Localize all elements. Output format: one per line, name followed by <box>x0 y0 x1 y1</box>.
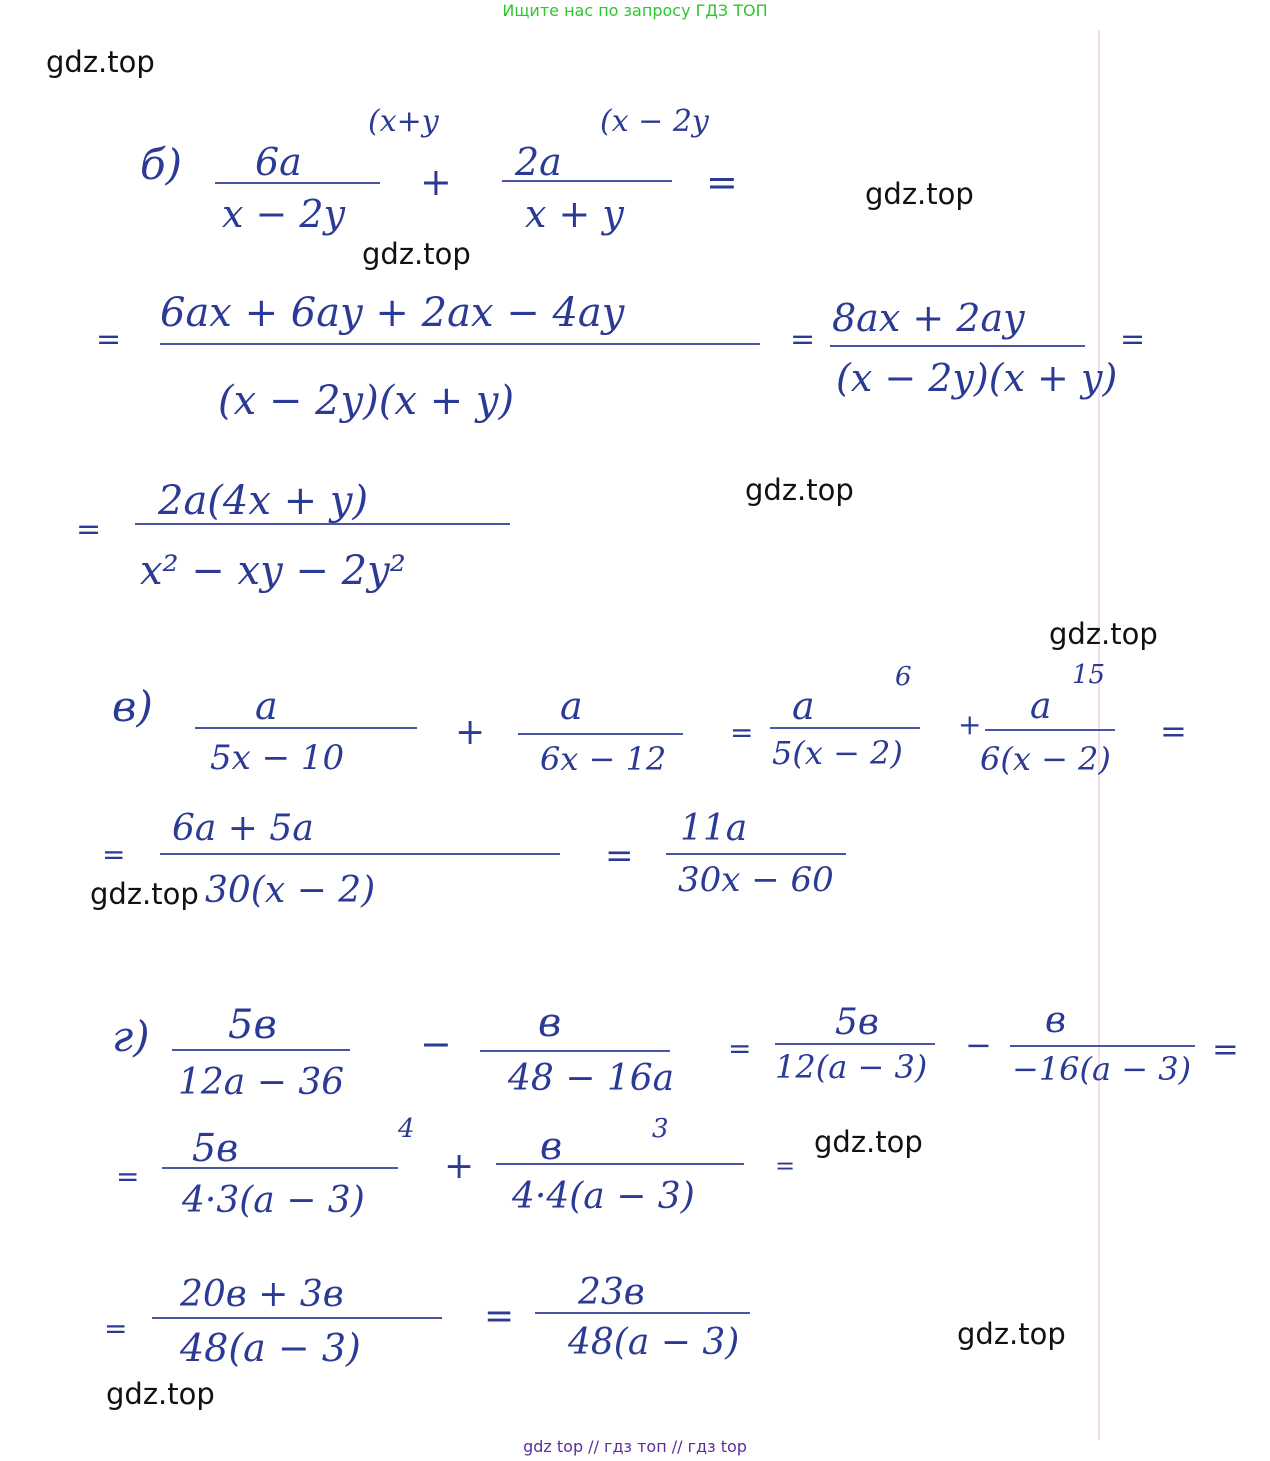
part-v-fraction4-numerator: a <box>1030 686 1052 727</box>
part-b-fraction1-multiplier: (x+y <box>368 104 439 139</box>
part-v-plus: + <box>455 712 486 753</box>
part-g-fraction5-denominator: 4·3(a − 3) <box>182 1180 365 1221</box>
part-g-fraction6-denominator: 4·4(a − 3) <box>512 1176 695 1217</box>
part-g-fraction7-numerator: 20в + 3в <box>180 1274 344 1315</box>
part-v-fraction4-bar <box>985 729 1115 731</box>
watermark: gdz.top <box>745 473 854 507</box>
part-g-equals: = <box>104 1312 128 1345</box>
part-v-fraction2-numerator: a <box>560 684 583 728</box>
watermark: gdz.top <box>106 1377 215 1411</box>
part-v-fraction3-multiplier: 6 <box>895 662 912 692</box>
part-b-fraction5-denominator: x² − xy − 2y² <box>140 548 406 594</box>
watermark: gdz.top <box>814 1125 923 1159</box>
part-b-equals: = <box>790 322 816 357</box>
part-b-fraction3-numerator: 6ax + 6ay + 2ax − 4ay <box>160 290 625 336</box>
part-v-fraction1-denominator: 5x − 10 <box>210 738 345 778</box>
part-g-fraction1-denominator: 12a − 36 <box>178 1062 345 1103</box>
part-b-equals: = <box>706 160 738 204</box>
part-b-equals: = <box>76 512 102 547</box>
part-b-fraction5-numerator: 2a(4x + y) <box>158 478 369 524</box>
part-v-fraction5-numerator: 6a + 5a <box>172 808 314 849</box>
part-b-fraction2-multiplier: (x − 2y <box>600 104 709 139</box>
part-g-fraction5-bar <box>162 1167 398 1169</box>
part-b-fraction5-bar <box>135 523 510 525</box>
part-g-equals: = <box>775 1152 796 1180</box>
watermark: gdz.top <box>362 237 471 271</box>
watermark: gdz.top <box>957 1317 1066 1351</box>
part-b-fraction1-bar <box>215 182 380 184</box>
part-g-fraction2-numerator: в <box>538 1000 562 1046</box>
part-b-fraction1-numerator: 6a <box>255 140 302 184</box>
part-b-fraction4-numerator: 8ax + 2ay <box>832 296 1025 340</box>
part-v-fraction6-numerator: 11a <box>680 808 748 849</box>
part-g-fraction1-bar <box>172 1049 350 1051</box>
part-v-equals: = <box>730 716 754 749</box>
part-g-equals: = <box>484 1296 515 1337</box>
part-v-fraction6-denominator: 30x − 60 <box>678 860 834 900</box>
part-b-fraction2-numerator: 2a <box>515 140 562 184</box>
part-b-fraction3-denominator: (x − 2y)(x + y) <box>218 378 515 424</box>
part-v-label: в) <box>112 682 153 731</box>
part-g-fraction6-bar <box>496 1163 744 1165</box>
part-g-fraction4-bar <box>1010 1045 1195 1047</box>
part-g-equals: = <box>116 1160 140 1193</box>
part-g-fraction8-bar <box>535 1312 750 1314</box>
part-g-fraction3-bar <box>775 1043 935 1045</box>
part-g-fraction6-numerator: в <box>540 1124 563 1168</box>
part-g-label: г) <box>112 1012 150 1061</box>
part-g-plus: + <box>444 1146 475 1187</box>
part-v-fraction3-denominator: 5(x − 2) <box>772 734 903 772</box>
watermark: gdz.top <box>46 45 155 79</box>
part-b-label: б) <box>140 140 183 189</box>
part-v-equals: = <box>605 836 634 876</box>
top-search-banner: Ищите нас по запросу ГДЗ ТОП <box>502 1 768 20</box>
part-v-fraction2-denominator: 6x − 12 <box>540 740 667 778</box>
part-g-fraction8-numerator: 23в <box>578 1272 645 1313</box>
part-g-minus: − <box>420 1022 452 1066</box>
part-b-fraction2-denominator: x + y <box>525 192 624 236</box>
part-v-fraction6-bar <box>666 853 846 855</box>
part-v-equals: = <box>102 838 126 871</box>
part-g-fraction3-numerator: 5в <box>835 1002 879 1043</box>
watermark: gdz.top <box>865 177 974 211</box>
part-v-fraction2-bar <box>518 733 683 735</box>
part-b-equals: = <box>96 322 122 357</box>
part-v-equals: = <box>1160 712 1187 750</box>
part-v-fraction3-bar <box>770 727 920 729</box>
part-g-fraction6-multiplier: 3 <box>652 1114 669 1144</box>
part-b-plus: + <box>420 160 452 204</box>
part-g-fraction4-denominator: −16(a − 3) <box>1012 1050 1192 1088</box>
part-v-fraction1-bar <box>195 727 417 729</box>
watermark: gdz.top <box>90 877 199 911</box>
part-v-fraction4-multiplier: 15 <box>1072 660 1106 690</box>
watermark: gdz.top <box>1049 617 1158 651</box>
part-g-fraction5-multiplier: 4 <box>398 1114 415 1144</box>
part-b-equals: = <box>1120 322 1146 357</box>
part-v-fraction3-numerator: a <box>792 684 815 728</box>
part-g-equals: = <box>728 1032 752 1065</box>
part-b-fraction3-bar <box>160 343 760 345</box>
footer-watermark: gdz top // гдз топ // гдз top <box>523 1437 747 1456</box>
part-g-fraction7-bar <box>152 1317 442 1319</box>
part-g-equals: = <box>1212 1030 1239 1068</box>
part-v-plus: + <box>958 708 982 741</box>
part-g-fraction5-numerator: 5в <box>192 1126 239 1170</box>
part-g-fraction7-denominator: 48(a − 3) <box>180 1326 361 1370</box>
part-g-minus: − <box>965 1026 992 1064</box>
part-v-fraction4-denominator: 6(x − 2) <box>980 740 1111 778</box>
part-b-fraction4-bar <box>830 345 1085 347</box>
part-b-fraction4-denominator: (x − 2y)(x + y) <box>836 356 1118 400</box>
part-g-fraction8-denominator: 48(a − 3) <box>568 1322 740 1363</box>
notebook-margin-line <box>1098 30 1100 1440</box>
part-b-fraction1-denominator: x − 2y <box>222 192 346 236</box>
part-g-fraction4-numerator: в <box>1045 1000 1066 1041</box>
part-g-fraction1-numerator: 5в <box>228 1002 277 1048</box>
part-v-fraction5-denominator: 30(x − 2) <box>205 870 376 911</box>
part-g-fraction2-denominator: 48 − 16a <box>508 1058 675 1099</box>
part-b-fraction2-bar <box>502 180 672 182</box>
part-g-fraction3-denominator: 12(a − 3) <box>775 1048 928 1086</box>
part-g-fraction2-bar <box>480 1050 670 1052</box>
part-v-fraction5-bar <box>160 853 560 855</box>
part-v-fraction1-numerator: a <box>255 684 278 728</box>
